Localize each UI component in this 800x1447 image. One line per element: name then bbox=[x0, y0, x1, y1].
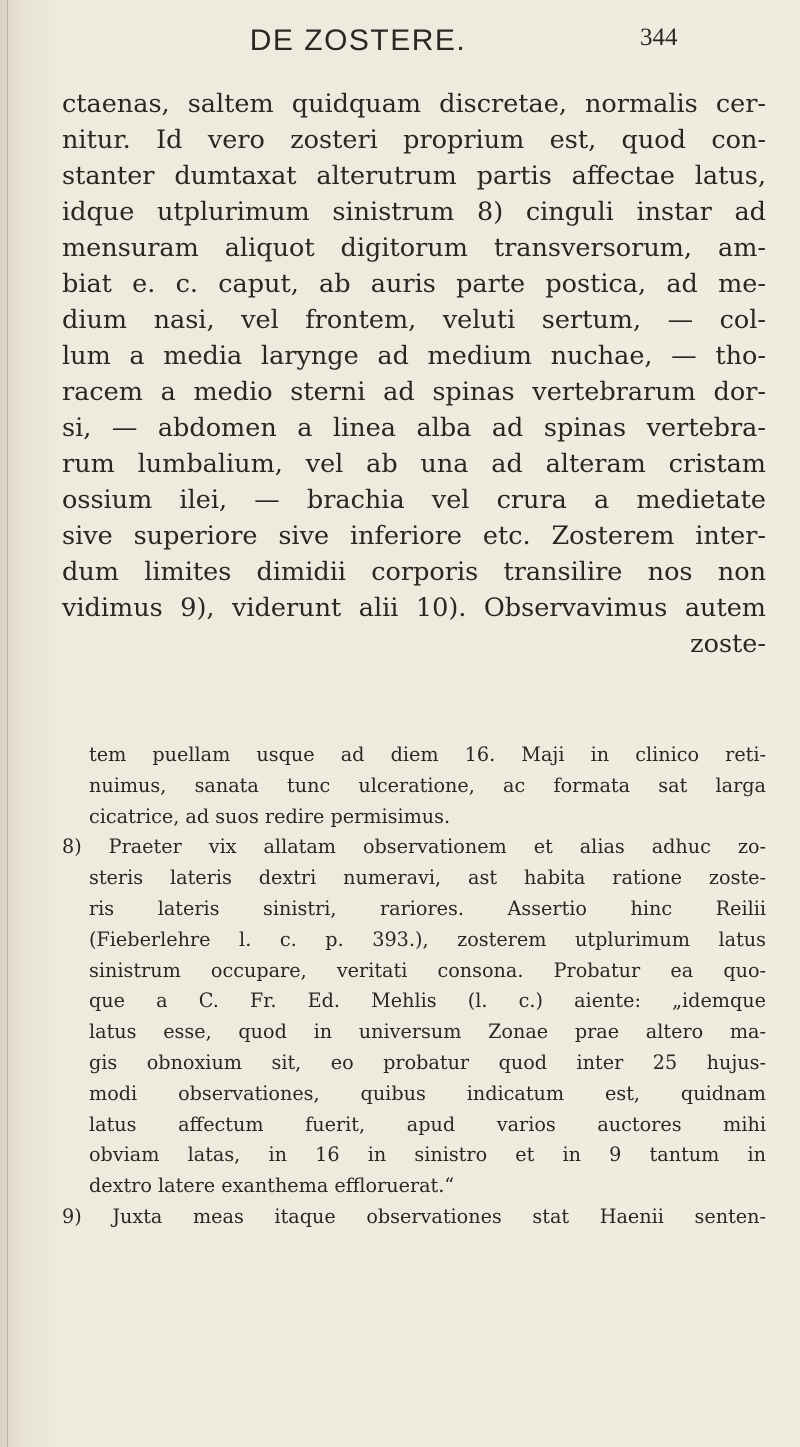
text-line: dum limites dimidii corporis transilire nos non bbox=[62, 557, 766, 587]
text-line: si, — abdomen a linea alba ad spinas vertebra- bbox=[62, 413, 766, 443]
footnote-line: modi observationes, quibus indicatum est, quidnam bbox=[89, 1081, 766, 1105]
text-line: mensuram aliquot digitorum transversorum, am- bbox=[62, 233, 766, 263]
footnote-line: obviam latas, in 16 in sinistro et in 9 tantum in bbox=[89, 1143, 766, 1167]
text-line: idque utplurimum sinistrum 8) cinguli instar ad bbox=[62, 197, 766, 227]
text-line: lum a media larynge ad medium nuchae, — tho- bbox=[62, 341, 766, 371]
footnotes bbox=[62, 740, 766, 1233]
footnote-line: steris lateris dextri numeravi, ast habita ratione zoste- bbox=[89, 866, 766, 890]
footnote-line: gis obnoxium sit, eo probatur quod inter 25 hujus- bbox=[89, 1050, 766, 1074]
text-line: ctaenas, saltem quidquam discretae, normalis cer- bbox=[62, 89, 766, 119]
footnote-line: latus esse, quod in universum Zonae prae altero ma- bbox=[89, 1020, 766, 1044]
footnote-line: que a C. Fr. Ed. Mehlis (l. c.) aiente: „idemque bbox=[89, 989, 766, 1013]
main-text bbox=[62, 86, 766, 662]
text-line: ossium ilei, — brachia vel crura a medietate bbox=[62, 485, 766, 515]
text-line: dium nasi, vel frontem, veluti sertum, — col- bbox=[62, 305, 766, 335]
text-line: racem a medio sterni ad spinas vertebrarum dor- bbox=[62, 377, 766, 407]
footnote-line: latus affectum fuerit, apud varios auctores mihi bbox=[89, 1112, 766, 1136]
text-line: biat e. c. caput, ab auris parte postica, ad me- bbox=[62, 269, 766, 299]
catchword: zoste- bbox=[690, 629, 766, 659]
footnote-line: sinistrum occupare, veritati consona. Probatur ea quo- bbox=[89, 958, 766, 982]
page-header bbox=[0, 12, 800, 64]
footnote-line: ris lateris sinistri, rariores. Assertio hinc Reilii bbox=[89, 896, 766, 920]
text-line: vidimus 9), viderunt alii 10). Observavimus autem bbox=[62, 593, 766, 623]
page-number: 344 bbox=[640, 24, 678, 51]
text-line: nitur. Id vero zosteri proprium est, quod con- bbox=[62, 125, 766, 155]
footnote-line: (Fieberlehre l. c. p. 393.), zosterem utplurimum latus bbox=[89, 927, 766, 951]
text-line: sive superiore sive inferiore etc. Zosterem inter- bbox=[62, 521, 766, 551]
text-line: rum lumbalium, vel ab una ad alteram cristam bbox=[62, 449, 766, 479]
running-title: DE ZOSTERE. bbox=[249, 24, 467, 57]
footnote-line: nuimus, sanata tunc ulceratione, ac formata sat larga bbox=[89, 773, 766, 797]
footnote-line: cicatrice, ad suos redire permisimus. bbox=[89, 804, 451, 828]
binding-gutter bbox=[7, 0, 8, 1447]
footnote-line: 9) Juxta meas itaque observationes stat Haenii senten- bbox=[62, 1204, 766, 1228]
footnote-line: tem puellam usque ad diem 16. Maji in clinico reti- bbox=[89, 743, 766, 766]
footnote-line: dextro latere exanthema effloruerat.“ bbox=[89, 1174, 455, 1198]
footnote-line: 8) Praeter vix allatam observationem et alias adhuc zo- bbox=[62, 835, 766, 859]
text-line: stanter dumtaxat alterutrum partis affectae latus, bbox=[62, 161, 766, 191]
